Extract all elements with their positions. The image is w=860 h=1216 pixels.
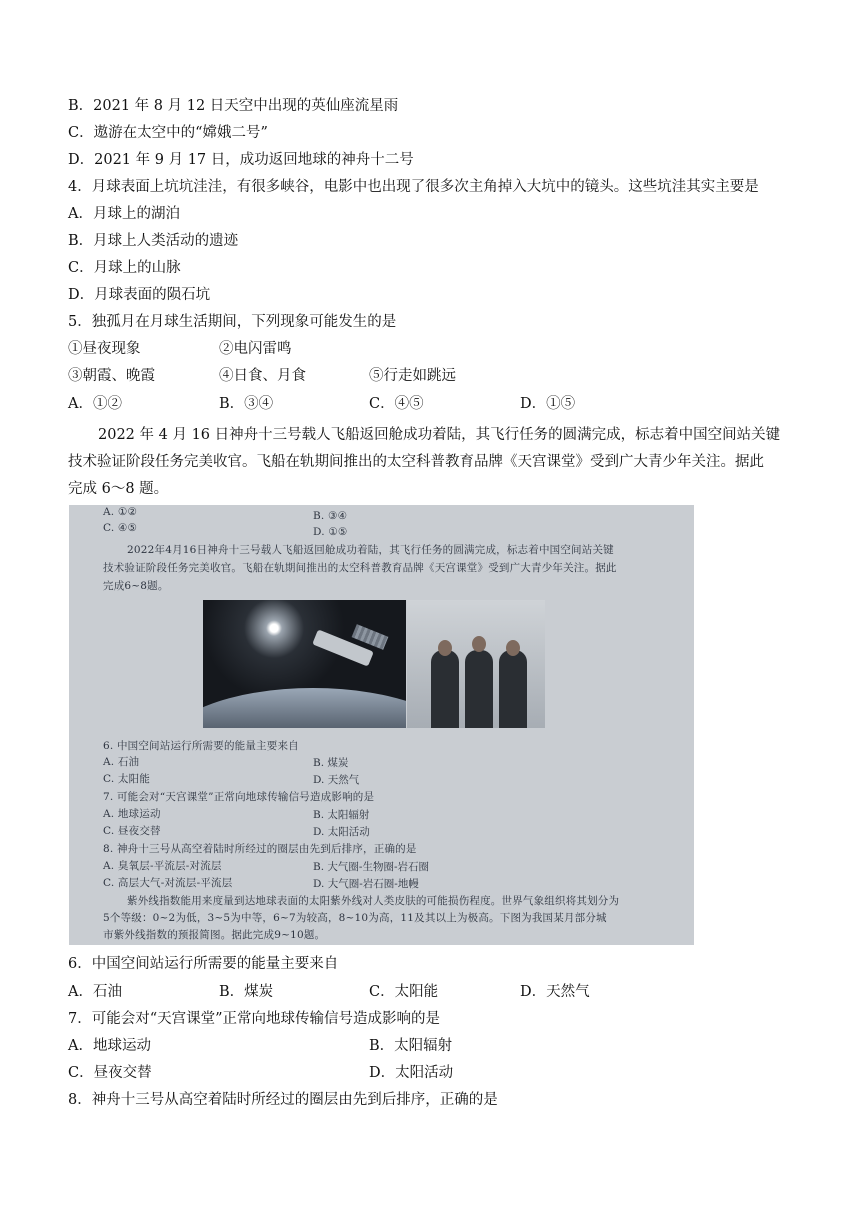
- astronaut-2-head: [472, 636, 486, 652]
- q4-option-c: C．月球上的山脉: [68, 260, 181, 276]
- q7-stem: 7．可能会对“天宫课堂”正常向地球传输信号造成影响的是: [68, 1011, 441, 1027]
- q6-option-d: D．天然气: [520, 984, 590, 1000]
- passage-line-3: 完成 6～8 题。: [68, 481, 169, 497]
- scan-intro-3: 完成6~8题。: [103, 580, 169, 592]
- scan-q7a: A. 地球运动: [103, 808, 161, 820]
- scan-q8: 8. 神舟十三号从高空着陆时所经过的圈层由先到后排序，正确的是: [103, 843, 417, 855]
- scan-uv-2: 5个等级：0~2为低，3~5为中等，6~7为较高，8~10为高，11及其以上为极高。下图为我国某月部分城: [103, 912, 607, 924]
- q3-option-b: B．2021 年 8 月 12 日天空中出现的英仙座流星雨: [68, 98, 399, 114]
- q7-option-b: B．太阳辐射: [369, 1038, 453, 1054]
- q3-option-d: D．2021 年 9 月 17 日，成功返回地球的神舟十二号: [68, 152, 414, 168]
- scan-top-d: D. ①⑤: [313, 526, 348, 538]
- q4-option-d: D．月球表面的陨石坑: [68, 287, 211, 303]
- scan-q6b: B. 煤炭: [313, 757, 349, 769]
- astronaut-2: [465, 650, 493, 728]
- spacecraft-photo: [203, 600, 406, 728]
- scan-q8b: B. 大气圈-生物圈-岩石圈: [313, 861, 429, 873]
- scan-top-c: C. ④⑤: [103, 522, 138, 534]
- q5-item-4: ④日食、月食: [219, 368, 306, 384]
- scan-intro-1: 2022年4月16日神舟十三号载人飞船返回舱成功着陆，其飞行任务的圆满完成，标志着中国空间站关键: [127, 544, 614, 556]
- q6-option-b: B．煤炭: [219, 984, 274, 1000]
- q5-item-3: ③朝霞、晚霞: [68, 368, 155, 384]
- scan-q8c: C. 高层大气-对流层-平流层: [103, 877, 233, 889]
- scan-uv-3: 市紫外线指数的预报简图。据此完成9~10题。: [103, 929, 326, 941]
- q5-item-1: ①昼夜现象: [68, 341, 141, 357]
- scan-top-b: B. ③④: [313, 510, 348, 522]
- scan-q7b: B. 太阳辐射: [313, 809, 370, 821]
- q5-item-2: ②电闪雷鸣: [219, 341, 292, 357]
- q5-option-a: A．①②: [68, 396, 122, 412]
- q3-option-c: C．遨游在太空中的“嫦娥二号”: [68, 125, 268, 141]
- scan-q7d: D. 太阳活动: [313, 826, 370, 838]
- astronaut-3: [499, 650, 527, 728]
- q7-option-a: A．地球运动: [68, 1038, 151, 1054]
- q4-stem: 4．月球表面上坑坑洼洼，有很多峡谷，电影中也出现了很多次主角掉入大坑中的镜头。这些坑洼其实主要是: [68, 179, 759, 195]
- scan-q6: 6. 中国空间站运行所需要的能量主要来自: [103, 740, 299, 752]
- astronauts-photo: [407, 600, 545, 728]
- q5-stem: 5．独孤月在月球生活期间，下列现象可能发生的是: [68, 314, 397, 330]
- q5-option-b: B．③④: [219, 396, 274, 412]
- q4-option-a: A．月球上的湖泊: [68, 206, 180, 222]
- passage-line-1: 2022 年 4 月 16 日神舟十三号载人飞船返回舱成功着陆，其飞行任务的圆满完成，标志着中国空间站关键: [98, 427, 781, 443]
- astronaut-1-head: [438, 640, 452, 656]
- scan-top-a: A. ①②: [103, 506, 138, 518]
- q7-option-d: D．太阳活动: [369, 1065, 454, 1081]
- scan-q8d: D. 大气圈-岩石圈-地幔: [313, 878, 419, 890]
- q4-option-b: B．月球上人类活动的遗迹: [68, 233, 239, 249]
- q8-stem: 8．神舟十三号从高空着陆时所经过的圈层由先到后排序，正确的是: [68, 1092, 498, 1108]
- q5-item-5: ⑤行走如跳远: [369, 368, 456, 384]
- astronaut-3-head: [506, 640, 520, 656]
- scan-q6d: D. 天然气: [313, 774, 360, 786]
- q6-option-c: C．太阳能: [369, 984, 439, 1000]
- passage-line-2: 技术验证阶段任务完美收官。飞船在轨期间推出的太空科普教育品牌《天宫课堂》受到广大青少年关注。据此: [68, 454, 764, 470]
- earth-horizon: [203, 688, 406, 728]
- q6-stem: 6．中国空间站运行所需要的能量主要来自: [68, 956, 339, 972]
- astronaut-1: [431, 650, 459, 728]
- passage-6-8: [68, 422, 808, 503]
- scan-q7c: C. 昼夜交替: [103, 825, 161, 837]
- q6-option-a: A．石油: [68, 984, 122, 1000]
- scan-intro-2: 技术验证阶段任务完美收官。飞船在轨期间推出的太空科普教育品牌《天宫课堂》受到广大青少年关注。据此: [103, 562, 617, 574]
- scan-q8a: A. 臭氧层-平流层-对流层: [103, 860, 222, 872]
- q5-option-c: C．④⑤: [369, 396, 424, 412]
- scan-uv-1: 紫外线指数能用来度量到达地球表面的太阳紫外线对人类皮肤的可能损伤程度。世界气象组织将其划分为: [127, 895, 620, 907]
- q5-option-d: D．①⑤: [520, 396, 576, 412]
- scan-q6c: C. 太阳能: [103, 773, 151, 785]
- scan-q6a: A. 石油: [103, 756, 140, 768]
- q7-option-c: C．昼夜交替: [68, 1065, 152, 1081]
- scanned-exam-photo: [69, 505, 694, 945]
- scan-q7: 7. 可能会对“天宫课堂”正常向地球传输信号造成影响的是: [103, 791, 375, 803]
